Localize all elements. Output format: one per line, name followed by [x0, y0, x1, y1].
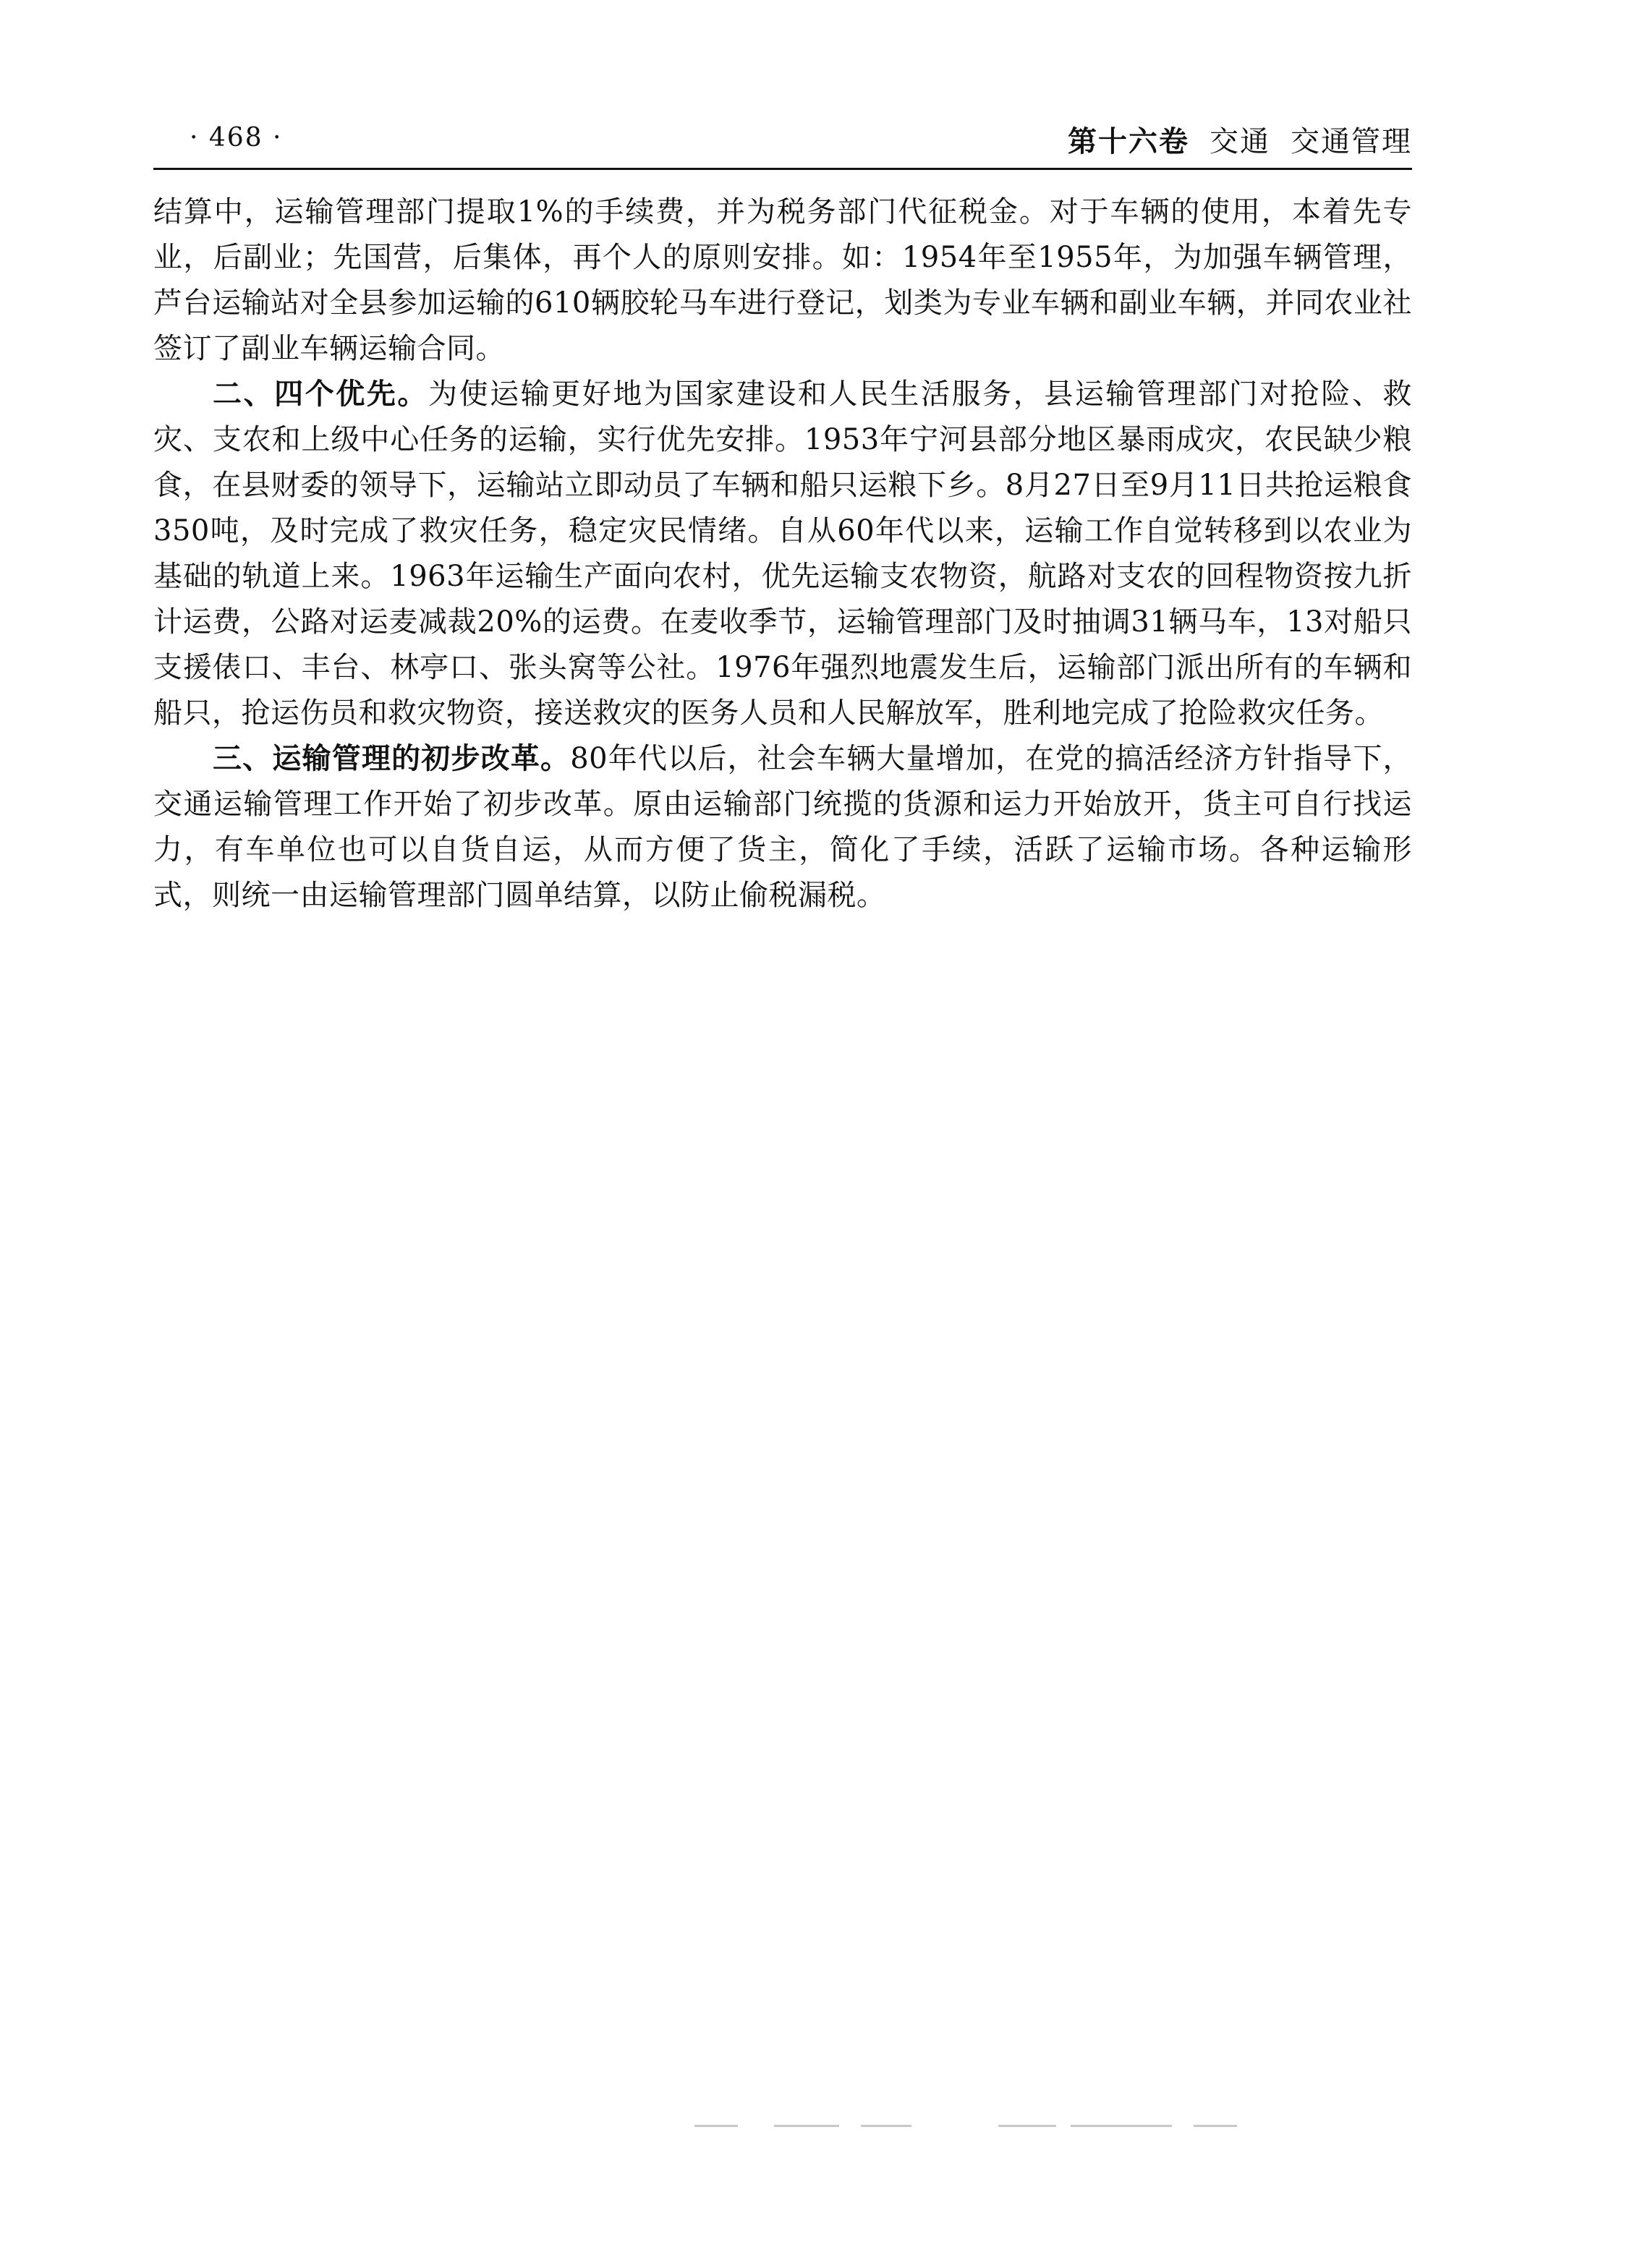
- header-rule: [153, 168, 1412, 170]
- paragraph-text: 结算中，运输管理部门提取1%的手续费，并为税务部门代征税金。对于车辆的使用，本着先专业，后副业；先国营，后集体，再个人的原则安排。如：1954年至1955年，为加强车辆管理，芦台运输站对全县参加运输的610辆胶轮马车进行登记，划类为专业车辆和副业车辆，并同农业社签订了副业车辆运输合同。: [153, 195, 1412, 365]
- paragraph-text: 80年代以后，社会车辆大量增加，在党的搞活经济方针指导下，交通运输管理工作开始了初步改革。原由运输部门统揽的货源和运力开始放开，货主可自行找运力，有车单位也可以自货自运，从而方便了货主，简化了手续，活跃了运输市场。各种运输形式，则统一由运输管理部门圆单结算，以防止偷税漏税。: [153, 742, 1412, 912]
- paragraph-four-priorities: [153, 372, 1412, 736]
- paragraph-heading: 二、四个优先。: [213, 378, 428, 411]
- page-number: · 468 ·: [190, 123, 283, 153]
- section-title: 交通管理: [1291, 125, 1412, 158]
- paragraph-text: 为使运输更好地为国家建设和人民生活服务，县运输管理部门对抢险、救灾、支农和上级中心任务的运输，实行优先安排。1953年宁河县部分地区暴雨成灾，农民缺少粮食，在县财委的领导下，运输站立即动员了车辆和船只运粮下乡。8月27日至9月11日共抢运粮食350吨，及时完成了救灾任务，稳定灾民情绪。自从60年代以来，运输工作自觉转移到以农业为基础的轨道上来。1963年运输生产面向农村，优先运输支农物资，航路对支农的回程物资按九折计运费，公路对运麦减裁20%的运费。在麦收季节，运输管理部门及时抽调31辆马车，13对船只支援俵口、丰台、林亭口、张头窝等公社。1976年强烈地震发生后，运输部门派出所有的车辆和船只，抢运伤员和救灾物资，接送救灾的医务人员和人民解放军，胜利地完成了抢险救灾任务。: [153, 378, 1413, 730]
- page-header: [153, 114, 1412, 161]
- paragraph-heading: 三、运输管理的初步改革。: [213, 742, 571, 775]
- scan-artifact: [694, 2123, 1244, 2130]
- volume-title: 第十六卷: [1068, 124, 1189, 158]
- running-title: [1068, 119, 1412, 160]
- chapter-title: 交通: [1210, 125, 1270, 158]
- body-text: [153, 189, 1412, 918]
- paragraph-initial-reform: [153, 736, 1412, 918]
- paragraph-continued: [153, 189, 1412, 372]
